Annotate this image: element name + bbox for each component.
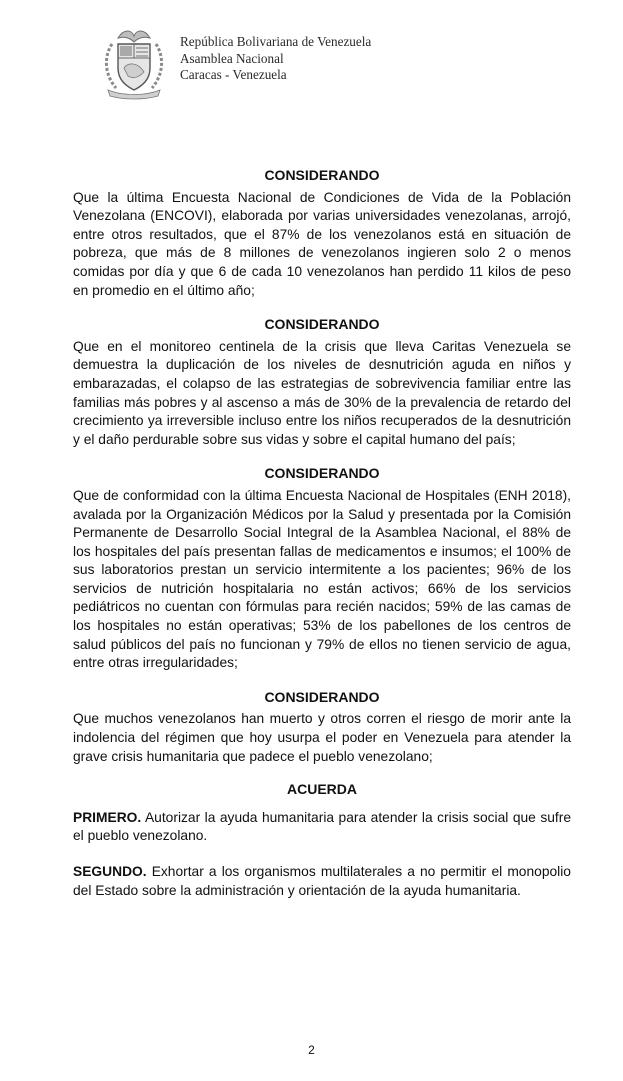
letterhead-country: República Bolivariana de Venezuela <box>180 34 372 49</box>
letterhead-location: Caracas - Venezuela <box>180 67 287 83</box>
section-heading: CONSIDERANDO <box>264 688 380 705</box>
page-number: 2 <box>308 1043 315 1057</box>
letterhead <box>98 24 398 102</box>
resolution-text: Exhortar a los organismos multilaterales a no permitir el monopolio del Estado sobre la administración y orientación de la ayuda humanitaria. <box>73 864 571 898</box>
resolution-label: PRIMERO. <box>73 809 142 825</box>
section-heading: CONSIDERANDO <box>264 465 380 482</box>
section-heading: CONSIDERANDO <box>264 167 380 183</box>
section-paragraph: Que en el monitoreo centinela de la crisis que lleva Caritas Venezuela se demuestra la duplicación de los niveles de desnutrición aguda en niños y embarazadas, el colapso de las estrategias de sobrevivencia familiar entre las familias más pobres y al ascenso a más de 30% de la prevalencia de retardo del crecimiento ya irreversible incluso entre los niños recuperados de la desnutrición y el daño perdurable sobre sus vidas y sobre el capital humano del país; <box>73 338 571 447</box>
considerando-section <box>73 315 571 449</box>
considerando-section <box>73 166 571 300</box>
resolution-text: Autorizar la ayuda humanitaria para atender la crisis social que sufre el pueblo venezolano. <box>73 809 571 844</box>
document-body <box>73 166 571 917</box>
section-paragraph: Que muchos venezolanos han muerto y otros corren el riesgo de morir ante la indolencia del régimen que hoy usurpa el poder en Venezuela para atender la grave crisis humanitaria que padece el pueblo venezolano; <box>73 711 571 764</box>
section-paragraph: Que la última Encuesta Nacional de Condiciones de Vida de la Población Venezolana (ENCOVI), elaborada por varias universidades venezolanas, arrojó, entre otros resultados, que el 87% de los venezolanos está en situación de pobreza, que más de 8 millones de venezolanos ingieren solo 2 o menos comidas por día y que 6 de cada 10 venezolanos han perdido 11 kilos de peso en promedio en el último año; <box>73 189 571 298</box>
letterhead-institution: Asamblea Nacional <box>180 50 284 66</box>
acuerda-section <box>73 780 571 900</box>
considerando-section <box>73 688 571 766</box>
considerando-section <box>73 464 571 673</box>
section-paragraph: Que de conformidad con la última Encuesta Nacional de Hospitales (ENH 2018), avalada por la Organización Médicos por la Salud y presentada por la Comisión Permanente de Desarrollo Social Integral de la Asamblea Nacional, el 88% de los hospitales del país presentan fallas de medicamentos e insumos; el 100% de sus laboratorios prestan un servicio intermitente a los pacientes; 96% de los servicios de nutrición hospitalaria no están activos; 66% de los servicios pediátricos no cuentan con fórmulas para recién nacidos; 59% de las camas de los hospitales no están operativas; 53% de los pabellones de los centros de salud públicos del país no funcionan y 79% de ellos no tienen servicio de agua, entre otras irregularidades; <box>73 487 571 671</box>
section-heading: CONSIDERANDO <box>264 316 380 333</box>
coat-of-arms-icon <box>98 24 170 100</box>
letterhead-text <box>180 34 371 84</box>
acuerda-heading: ACUERDA <box>287 781 357 798</box>
resolution-label: SEGUNDO. <box>73 864 147 879</box>
resolution-item <box>73 863 571 900</box>
resolution-item <box>73 809 571 846</box>
